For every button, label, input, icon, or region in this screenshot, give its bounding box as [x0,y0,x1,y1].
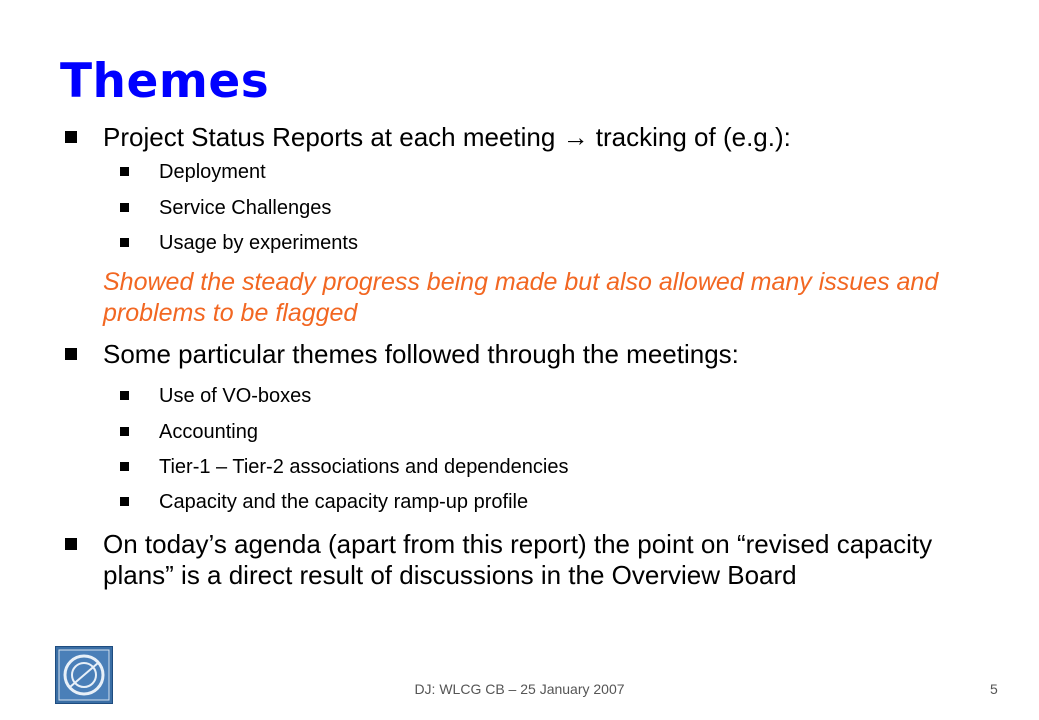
square-bullet-icon [120,238,129,247]
square-bullet-icon [120,427,129,436]
slide-title: Themes [60,54,270,109]
sub-bullet-text: Accounting [159,421,258,443]
sub-bullet-text: Usage by experiments [159,232,358,254]
bullet-text: Some particular themes followed through the meetings: [103,339,739,369]
square-bullet-icon [65,348,77,360]
sub-bullet-text: Tier-1 – Tier-2 associations and dependencies [159,456,569,478]
page-number: 5 [990,681,998,697]
bullet-text: Project Status Reports at each meeting → tracking of (e.g.): [103,122,791,152]
square-bullet-icon [65,538,77,550]
bullet-text: On today’s agenda (apart from this report) the point on “revised capacity plans” is a direct result of discussions in the Overview Board [103,529,933,590]
square-bullet-icon [120,497,129,506]
square-bullet-icon [120,391,129,400]
sub-bullet-text: Service Challenges [159,197,332,219]
sub-bullet-text: Capacity and the capacity ramp-up profile [159,491,529,513]
square-bullet-icon [120,462,129,471]
square-bullet-icon [120,167,129,176]
sub-bullet-text: Use of VO-boxes [159,385,312,407]
square-bullet-icon [120,203,129,212]
sub-bullet-text: Deployment [159,161,266,183]
bullet-todays-agenda [65,529,1005,629]
progress-note: Showed the steady progress being made but also allowed many issues and problems to be flagged [103,268,939,327]
footer-text: DJ: WLCG CB – 25 January 2007 [414,681,625,697]
square-bullet-icon [65,131,77,143]
